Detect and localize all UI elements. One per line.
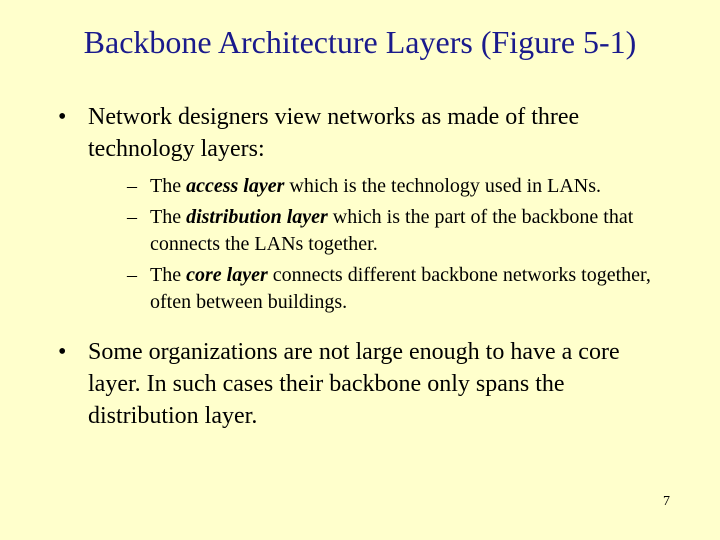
- bullet-item: [58, 101, 678, 316]
- sub-bullet-term: distribution layer: [186, 206, 328, 228]
- sub-bullet-text-prefix: The: [150, 264, 187, 286]
- page-number: 7: [663, 494, 670, 509]
- bullet-item: [58, 336, 678, 432]
- sub-bullet-text-suffix: connects different backbone networks together, often between buildings.: [150, 264, 651, 313]
- sub-bullet-text-suffix: which is the technology used in LANs.: [284, 175, 602, 197]
- bullet-marker: •: [58, 104, 67, 130]
- sub-bullet-term: access layer: [186, 175, 285, 197]
- sub-bullet-item: [95, 173, 678, 200]
- bullet-text: Some organizations are not large enough to have a core layer. In such cases their backbone only spans the distribution layer.: [88, 339, 620, 429]
- bullet-marker: •: [58, 339, 67, 365]
- sub-bullet-marker: –: [127, 175, 137, 197]
- slide-body: [58, 101, 678, 432]
- sub-bullet-text-prefix: The: [150, 206, 187, 228]
- sub-bullet-term: core layer: [186, 264, 268, 286]
- slide-title: Backbone Architecture Layers (Figure 5-1): [83, 24, 637, 60]
- bullet-text: Network designers view networks as made of three technology layers:: [88, 104, 580, 162]
- sub-bullet-list: [95, 173, 678, 316]
- sub-bullet-text-suffix: which is the part of the backbone that connects the LANs together.: [150, 206, 634, 255]
- sub-bullet-text-prefix: The: [150, 175, 187, 197]
- sub-bullet-marker: –: [127, 206, 137, 228]
- sub-bullet-marker: –: [127, 264, 137, 286]
- sub-bullet-item: [95, 204, 678, 258]
- sub-bullet-item: [95, 262, 678, 316]
